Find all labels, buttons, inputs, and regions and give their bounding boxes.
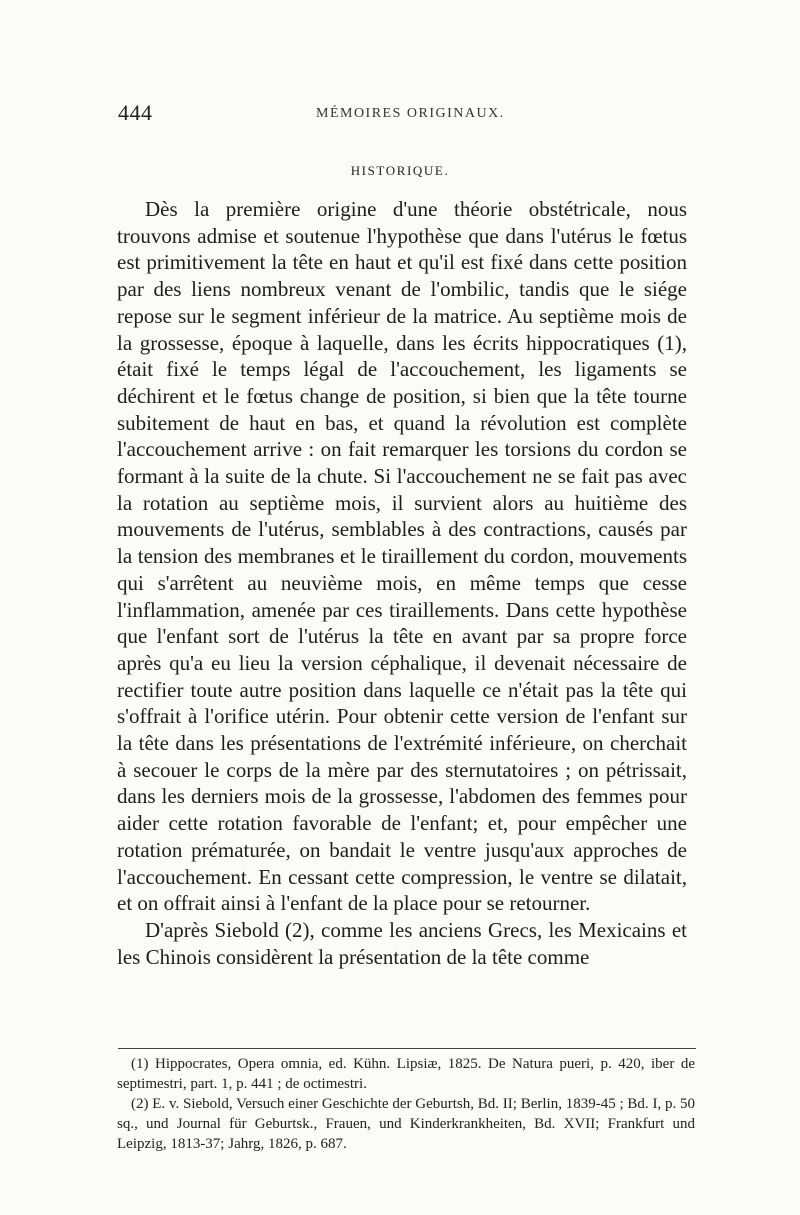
running-head bbox=[118, 100, 698, 128]
footnote: (2) E. v. Siebold, Versuch einer Geschichte der Geburtsh, Bd. II; Berlin, 1839-45 ; Bd. I, p. 50 sq., und Journal für Geburtsk., Frauen, und Kinderkrankheiten, Bd. XVII; Frankfurt und Leipzig, 1813-37; Jahrg, 1826, p. 687. bbox=[117, 1096, 695, 1152]
body-text bbox=[117, 196, 687, 970]
paragraph: D'après Siebold (2), comme les anciens Grecs, les Mexicains et les Chinois considèrent la présentation de la tête comme bbox=[117, 917, 687, 969]
footnotes bbox=[117, 1054, 695, 1154]
page-number: 444 bbox=[118, 100, 153, 125]
paragraph: Dès la première origine d'une théorie obstétricale, nous trouvons admise et soutenue l'hypothèse que dans l'utérus le fœtus est primitivement la tête en haut et qu'il est fixé dans cette position par des liens nombreux venant de l'ombilic, tandis que le siége repose sur le segment inférieur de la matrice. Au septième mois de la grossesse, époque à laquelle, dans les écrits hippocratiques (1), était fixé le temps légal de l'accouchement, les ligaments se déchirent et le fœtus change de position, si bien que la tête tourne subitement de haut en bas, et quand la révolution est complète l'accouchement arrive : on fait remarquer les torsions du cordon se formant à la suite de la chute. Si l'accouchement ne se fait pas avec la rotation au septième mois, il survient alors au huitième des mouvements de l'utérus, semblables à des contractions, causés par la tension des membranes et le tiraillement du cordon, mouvements qui s'arrêtent au neuvième mois, en même temps que cesse l'inflammation, amenée par ces tiraillements. Dans cette hypothèse que l'enfant sort de l'utérus la tête en avant par sa propre force après qu'a eu lieu la version céphalique, il devenait nécessaire de rectifier toute autre position dans laquelle ce n'était pas la tête qui s'offrait à l'orifice utérin. Pour obtenir cette version de l'enfant sur la tête dans les présentations de l'extrémité inférieure, on cherchait à secouer le corps de la mère par des sternutatoires ; on pétrissait, dans les derniers mois de la grossesse, l'abdomen des femmes pour aider cette rotation favorable de l'enfant; et, pour empêcher une rotation prématurée, on bandait le ventre jusqu'aux approches de l'accouchement. En cessant cette compression, le ventre se dilatait, et on offrait ainsi à l'enfant de la place pour se retourner. bbox=[117, 197, 687, 916]
footnote: (1) Hippocrates, Opera omnia, ed. Kühn. Lipsiæ, 1825. De Natura pueri, p. 420, iber de septimestri, part. 1, p. 441 ; de octimestri. bbox=[117, 1056, 695, 1092]
section-heading: HISTORIQUE. bbox=[350, 163, 450, 178]
running-title: MÉMOIRES ORIGINAUX. bbox=[316, 106, 505, 121]
footnote-rule bbox=[118, 1048, 696, 1049]
